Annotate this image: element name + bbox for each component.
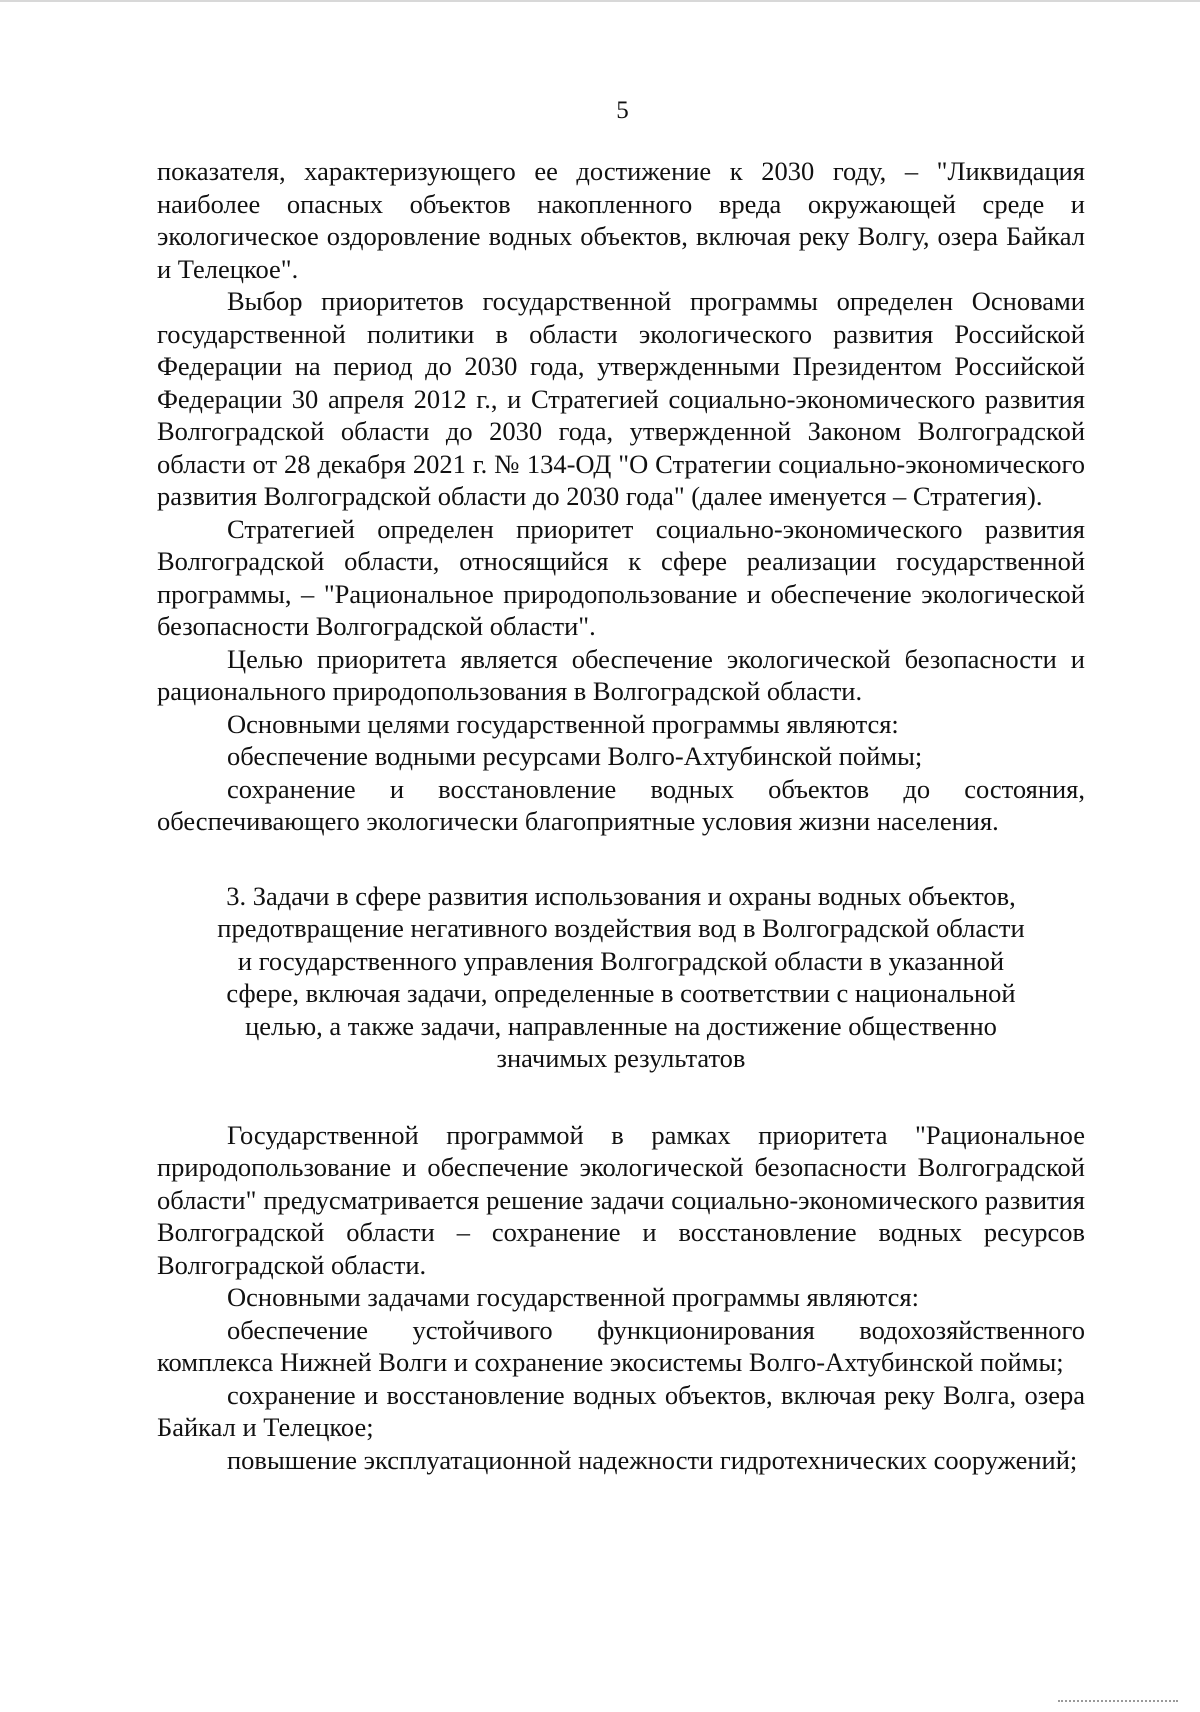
section-heading-line: сфере, включая задачи, определенные в соответствии с национальной (226, 978, 1016, 1008)
paragraph: повышение эксплуатационной надежности гидротехнических сооружений; (227, 1444, 1078, 1475)
section-heading-line: 3. Задачи в сфере развития использования и охраны водных объектов, (226, 880, 1016, 911)
page-number: 5 (616, 97, 629, 124)
section-heading-line: предотвращение негативного воздействия вод в Волгоградской области (217, 913, 1025, 943)
paragraph: сохранение и восстановление водных объектов до состояния, обеспечивающего экологически благоприятные условия жизни населения. (157, 773, 1085, 836)
paragraph: Основными задачами государственной программы являются: (227, 1282, 919, 1312)
paragraph: Государственной программой в рамках приоритета "Рациональное природопользование и обеспечение экологической безопасности Волгоградской области" предусматривается решение задачи социально-экономического развития Волгоградской области – сохранение и восстановление водных ресурсов Волгоградской области. (157, 1119, 1085, 1280)
paragraph: сохранение и восстановление водных объектов, включая реку Волга, озера Байкал и Телецкое; (157, 1379, 1085, 1442)
paragraph: обеспечение водными ресурсами Волго-Ахтубинской поймы; (227, 741, 923, 771)
paragraphs-before-heading (157, 155, 1085, 838)
scan-bottom-mark (1058, 1698, 1178, 1702)
section-heading-line: целью, а также задачи, направленные на достижение общественно (245, 1010, 997, 1041)
paragraph: Целью приоритета является обеспечение экологической безопасности и рационального природопользования в Волгоградской области. (157, 643, 1085, 706)
paragraph: Выбор приоритетов государственной программы определен Основами государственной политики в области экологического развития Российской Федерации на период до 2030 года, утвержденными Президентом Российской Федерации 30 апреля 2012 г., и Стратегией социально-экономического развития Волгоградской области до 2030 года, утвержденной Законом Волгоградской области от 28 декабря 2021 г. № 134-ОД "О Стратегии социально-экономического развития Волгоградской области до 2030 года" (далее именуется – Стратегия). (157, 286, 1085, 511)
document-body (157, 155, 1085, 1476)
section-heading-line: и государственного управления Волгоградской области в указанной (237, 945, 1005, 976)
paragraphs-after-heading (157, 1119, 1085, 1477)
section-heading (157, 880, 1085, 1075)
paragraph: Стратегией определен приоритет социально-экономического развития Волгоградской области, относящийся к сфере реализации государственной программы, – "Рациональное природопользование и обеспечение экологической безопасности Волгоградской области". (157, 513, 1085, 641)
paragraph: обеспечение устойчивого функционирования водохозяйственного комплекса Нижней Волги и сохранение экосистемы Волго-Ахтубинской поймы; (157, 1314, 1085, 1377)
paragraph: Основными целями государственной программы являются: (227, 708, 899, 739)
section-heading-line: значимых результатов (496, 1043, 746, 1073)
scan-top-edge (0, 0, 1200, 2)
paragraph: показателя, характеризующего ее достижение к 2030 году, – "Ликвидация наиболее опасных объектов накопленного вреда окружающей среде и экологическое оздоровление водных объектов, включая реку Волгу, озера Байкал и Телецкое". (157, 156, 1085, 284)
